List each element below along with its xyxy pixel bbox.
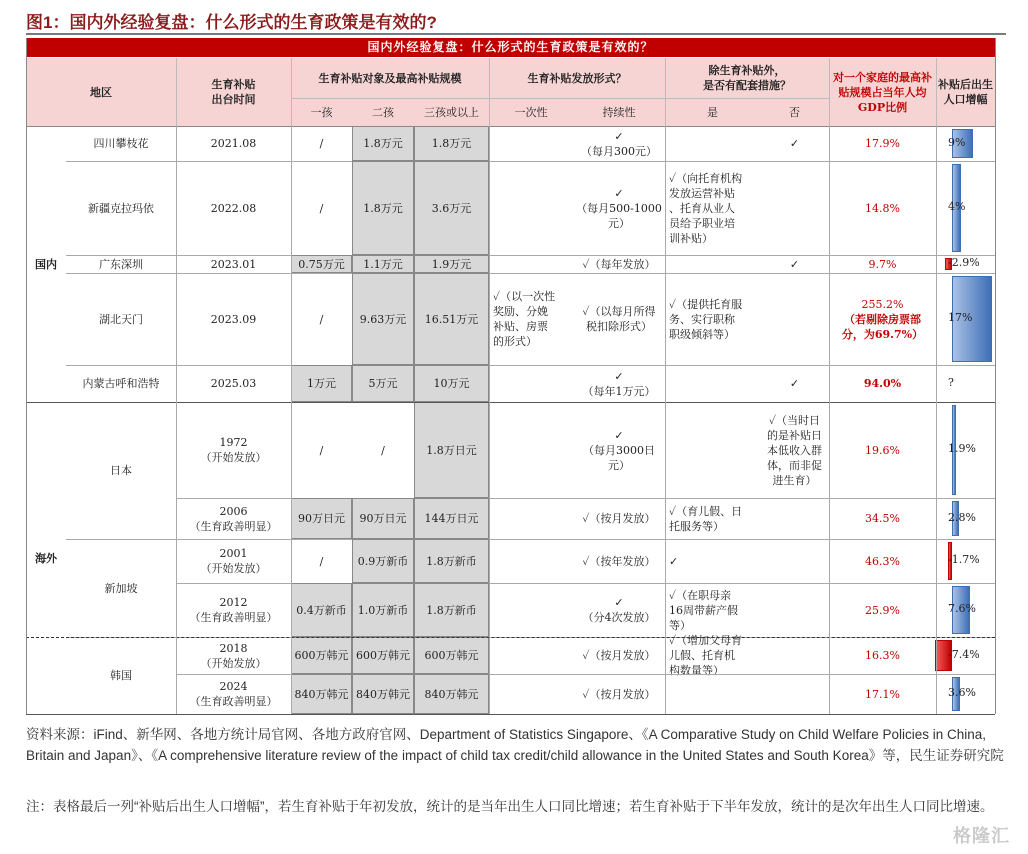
row-form-once <box>489 161 573 255</box>
row-place: 内蒙古呼和浩特 <box>82 377 160 390</box>
header-scale-third: 三孩或以上 <box>424 105 479 119</box>
row-start-time: 2012 （生育政善明显） <box>189 596 278 624</box>
row-start-time: 2023.09 <box>210 312 257 326</box>
row-scale-second: 1.1万元 <box>352 255 414 273</box>
row-scale-third: 3.6万元 <box>414 161 489 255</box>
ratio-value: 46.3% <box>865 554 900 568</box>
row-form-once <box>489 539 573 583</box>
row-divider <box>26 637 995 638</box>
row-measures-yes <box>665 255 760 273</box>
ratio-value: 94.0% <box>863 377 902 390</box>
row-scale-third: 1.8万新币 <box>414 539 489 583</box>
row-scale-second: 1.0万新币 <box>352 583 414 637</box>
column-divider <box>176 58 177 126</box>
column-divider <box>291 126 292 714</box>
row-form-once <box>489 402 573 498</box>
row-scale-third: 1.8万新币 <box>414 583 489 637</box>
row-measures-yes <box>665 365 760 402</box>
column-divider <box>665 58 666 126</box>
row-form-continuous: ✓ （每月300元） <box>581 129 657 158</box>
column-divider <box>176 126 177 714</box>
row-scale-first: 90万日元 <box>291 498 352 539</box>
growth-label: 1.9% <box>948 442 976 455</box>
row-divider <box>66 273 176 274</box>
row-gdp-ratio <box>829 365 936 402</box>
row-form-once <box>489 583 573 637</box>
header-region: 地区 <box>90 85 112 99</box>
group-domestic: 国内 <box>35 257 57 271</box>
row-measures-no <box>760 674 829 714</box>
row-divider <box>66 365 176 366</box>
row-form-continuous: ✓（以每月所得 税扣除形式） <box>582 305 656 333</box>
header-scale: 生育补贴对象及最高补贴规模 <box>318 71 462 85</box>
row-gdp-ratio <box>829 255 936 273</box>
footnote-source: 资料来源：iFind、新华网、各地方统计局官网、各地方政府官网、Department of Statistics Singapore、《A Comparative Study on Child Welfare Policies in China, Britain and Japan》、《A comprehensive literature review of the impact of child tax credit/child allowance in the United States and South Korea》等，民生证券研究院 <box>26 727 1004 763</box>
growth-label: 7.6% <box>948 602 976 615</box>
row-scale-third: 1.9万元 <box>414 255 489 273</box>
row-measures-yes <box>665 402 760 498</box>
ratio-value: 17.9% <box>865 137 900 150</box>
row-measures-yes: ✓ <box>669 554 679 568</box>
row-scale-first: 840万韩元 <box>291 674 352 714</box>
watermark-logo: 格隆汇 <box>953 826 1010 846</box>
group-overseas: 海外 <box>35 551 57 565</box>
row-scale-first: / <box>319 554 324 568</box>
header-measures-yes: 是 <box>707 105 718 119</box>
footnote-note: 注：表格最后一列“补贴后出生人口增幅”，若生育补贴于年初发放，统计的是当年出生人口同比增速；若生育补贴于下半年发放，统计的是次年出生人口同比增速。 <box>26 799 994 814</box>
row-start-time: 2001 （开始发放） <box>200 547 267 575</box>
ratio-value: 19.6% <box>865 443 900 457</box>
row-measures-yes: ✓（育儿假、日 托服务等） <box>669 504 743 533</box>
row-divider <box>26 126 995 127</box>
row-form-continuous: ✓ （分4次发放） <box>582 596 656 624</box>
country-japan: 日本 <box>110 464 132 477</box>
row-gdp-ratio <box>829 674 936 714</box>
row-measures-yes <box>665 126 760 161</box>
row-form-once <box>489 498 573 539</box>
growth-label: 3.6% <box>948 686 976 699</box>
row-divider <box>291 98 489 99</box>
row-gdp-ratio <box>829 273 936 365</box>
row-form-continuous: ✓（按月发放） <box>582 512 656 525</box>
row-gdp-ratio <box>829 402 936 498</box>
row-gdp-ratio <box>829 637 936 674</box>
row-scale-first: / <box>319 443 324 457</box>
row-scale-third: 144万日元 <box>414 498 489 539</box>
header-form: 生育补贴发放形式？ <box>527 71 627 85</box>
row-scale-third: 1.8万日元 <box>414 402 489 498</box>
row-start-time: 2025.03 <box>210 377 257 390</box>
row-divider <box>66 539 176 540</box>
row-start-time: 2022.08 <box>210 201 257 215</box>
row-scale-third: 600万韩元 <box>414 637 489 674</box>
row-scale-first: 600万韩元 <box>291 637 352 674</box>
row-scale-first: 0.75万元 <box>291 255 352 273</box>
row-measures-yes: ✓（在职母亲 16周带薪产假 等） <box>669 588 738 632</box>
header-form-continuous: 持续性 <box>602 105 636 119</box>
row-start-time: 1972 （开始发放） <box>200 436 267 464</box>
row-measures-no <box>760 539 829 583</box>
ratio-value: 9.7% <box>868 257 897 271</box>
table-banner: 国内外经验复盘：什么形式的生育政策是有效的？ <box>26 38 995 57</box>
header-form-once: 一次性 <box>514 105 548 119</box>
row-gdp-ratio <box>829 498 936 539</box>
growth-label: -2.9% <box>948 256 980 269</box>
row-scale-second: 840万韩元 <box>352 674 414 714</box>
ratio-value: 16.3% <box>865 649 900 662</box>
row-place: 新疆克拉玛依 <box>88 201 154 215</box>
ratio-value: 17.1% <box>865 687 900 701</box>
ratio-value: 255.2% <box>861 297 904 311</box>
column-divider <box>936 126 937 714</box>
row-scale-second: 90万日元 <box>352 498 414 539</box>
row-measures-no <box>760 637 829 674</box>
row-scale-second: / <box>381 443 385 457</box>
row-divider <box>665 98 829 99</box>
row-divider <box>66 255 176 256</box>
growth-label: 4% <box>948 200 966 213</box>
row-scale-second: 9.63万元 <box>352 273 414 365</box>
header-start-time: 生育补贴 出台时间 <box>211 78 256 106</box>
row-form-once <box>489 637 573 674</box>
row-scale-third: 16.51万元 <box>414 273 489 365</box>
growth-label: -7.4% <box>948 647 980 661</box>
column-divider <box>829 126 830 714</box>
ratio-note: （若剔除房票部 分，为69.7%） <box>841 312 924 341</box>
ratio-value: 34.5% <box>865 512 900 525</box>
column-divider <box>291 58 292 126</box>
row-start-time: 2018 （开始发放） <box>200 641 267 670</box>
row-form-continuous: ✓（按年发放） <box>582 554 656 568</box>
country-singapore: 新加坡 <box>104 581 138 595</box>
row-scale-second: 1.8万元 <box>352 126 414 161</box>
column-divider <box>26 38 27 714</box>
row-divider <box>26 714 995 715</box>
row-measures-no <box>760 498 829 539</box>
row-form-continuous: ✓ （每月500-1000 元） <box>576 186 662 230</box>
row-scale-third: 10万元 <box>414 365 489 402</box>
column-divider <box>829 58 830 126</box>
row-scale-third: 1.8万元 <box>414 126 489 161</box>
row-measures-yes <box>665 674 760 714</box>
row-form-once <box>489 126 573 161</box>
row-scale-third: 840万韩元 <box>414 674 489 714</box>
row-start-time: 2024 （生育政善明显） <box>189 680 278 708</box>
figure-title: 图1：国内外经验复盘：什么形式的生育政策是有效的? <box>26 13 437 32</box>
row-form-once <box>489 674 573 714</box>
row-scale-second: 0.9万新币 <box>352 539 414 583</box>
row-form-once: ✓（以一次性 奖励、分娩 补贴、房票 的形式） <box>493 290 556 348</box>
title-rule <box>26 33 1006 35</box>
growth-label: 9% <box>948 135 966 149</box>
growth-label: ? <box>948 375 954 389</box>
column-divider <box>665 126 666 714</box>
row-place: 广东深圳 <box>99 257 143 271</box>
row-gdp-ratio <box>829 126 936 161</box>
column-divider <box>489 126 490 714</box>
row-divider <box>489 98 665 99</box>
header-measures: 除生育补贴外， 是否有配套措施？ <box>703 64 791 92</box>
row-form-continuous: ✓（按月发放） <box>582 649 656 662</box>
row-scale-first: / <box>319 312 324 326</box>
growth-label: 17% <box>948 311 973 324</box>
row-start-time: 2021.08 <box>210 137 257 150</box>
row-measures-no: ✓ <box>789 257 800 271</box>
header-birth-growth: 补贴后出生人口增幅 <box>938 78 993 106</box>
row-measures-no <box>760 161 829 255</box>
ratio-value: 14.8% <box>865 201 900 215</box>
row-measures-no <box>760 273 829 365</box>
row-start-time: 2023.01 <box>210 257 257 271</box>
row-form-once <box>489 255 573 273</box>
row-measures-yes: ✓（增加父母育 儿假、托育机 构数量等） <box>669 634 743 677</box>
row-place: 四川攀枝花 <box>93 137 149 150</box>
row-measures-no: ✓ <box>789 377 800 390</box>
growth-label: 2.8% <box>948 510 976 524</box>
row-measures-yes: ✓（提供托育服 务、实行职称 职级倾斜等） <box>669 297 743 341</box>
header-scale-second: 二孩 <box>372 105 394 119</box>
row-divider <box>66 161 176 162</box>
row-scale-second: 5万元 <box>352 365 414 402</box>
row-divider <box>26 402 995 403</box>
row-form-continuous: ✓ （每年1万元） <box>582 369 656 398</box>
row-form-continuous: ✓（按月发放） <box>582 687 656 701</box>
row-gdp-ratio <box>829 583 936 637</box>
header-measures-no: 否 <box>789 105 800 119</box>
row-scale-first: 1万元 <box>291 365 352 402</box>
row-gdp-ratio <box>829 539 936 583</box>
country-korea: 韩国 <box>110 669 132 682</box>
row-gdp-ratio <box>829 161 936 255</box>
row-measures-no <box>760 583 829 637</box>
row-form-once <box>489 365 573 402</box>
row-measures-yes: ✓（向托育机构 发放运营补贴 、托育从业人 员给予职业培 训补贴） <box>669 171 743 245</box>
header-gdp-ratio: 对一个家庭的最高补贴规模占当年人均GDP比例 <box>833 70 932 114</box>
column-divider <box>489 58 490 126</box>
header-scale-first: 一孩 <box>310 105 333 119</box>
row-start-time: 2006 （生育政善明显） <box>189 504 278 533</box>
row-place: 湖北天门 <box>99 312 143 326</box>
row-scale-first: 0.4万新币 <box>291 583 352 637</box>
column-divider <box>995 38 996 714</box>
row-measures-no: ✓ <box>789 137 800 150</box>
column-divider <box>936 58 937 126</box>
row-measures-no: ✓（当时日 的是补贴日 本低收入群 体，而非促 进生育） <box>767 413 822 487</box>
row-scale-first: / <box>319 137 324 150</box>
ratio-value: 25.9% <box>865 603 900 617</box>
row-form-continuous: ✓（每年发放） <box>582 257 656 271</box>
growth-label: -1.7% <box>948 553 980 566</box>
row-form-continuous: ✓ （每月3000日 元） <box>583 428 655 472</box>
row-scale-second: 1.8万元 <box>352 161 414 255</box>
row-scale-first: / <box>319 201 324 215</box>
row-scale-second: 600万韩元 <box>352 637 414 674</box>
